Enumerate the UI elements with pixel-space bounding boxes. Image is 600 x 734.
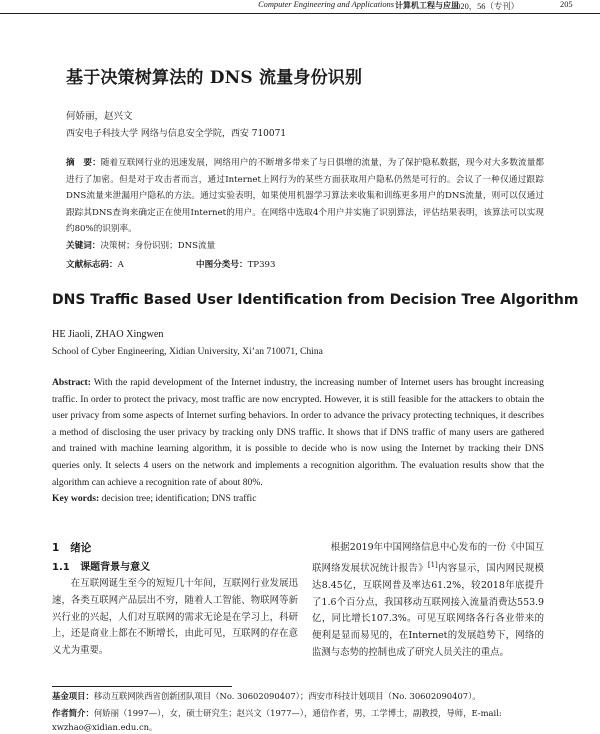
authors-en: HE Jiaoli, ZHAO Xingwen (52, 329, 164, 340)
body-right-column (312, 540, 544, 662)
keywords-cn-text: 决策树；身份识别；DNS流量 (100, 241, 216, 251)
keywords-cn (66, 239, 215, 251)
section-heading-1 (52, 540, 91, 555)
citation-ref: [1] (427, 560, 438, 569)
keywords-cn-label: 关键词： (66, 241, 101, 251)
page-number: 205 (560, 0, 573, 9)
funding-note (52, 690, 481, 702)
affiliation-en: School of Cyber Engineering, Xidian University, Xi’an 710071, China (52, 346, 323, 357)
abstract-en-label: Abstract: (52, 377, 91, 388)
keywords-en-label: Key words: (52, 493, 100, 504)
authors-cn: 何娇丽，赵兴文 (66, 111, 133, 122)
section-heading-1-1 (52, 558, 150, 573)
keywords-en-text: decision tree; identification; DNS traffic (101, 493, 257, 504)
body-paragraph-right (312, 540, 544, 662)
paper-title-cn: 基于决策树算法的 DNS 流量身份识别 (66, 68, 363, 88)
bio-label: 作者简介： (52, 708, 94, 718)
body-right-text-cont: 内容显示，国内网民规模达8.45亿，互联网普及率达61.2%，较2018年底提升了1.6个百分点，我国移动互联网接入流量消费达553.9亿，同比增长107.3%。可见互联网络各行各业带来的便利是显而易见的，在Internet的发展趋势下，网络的监测与态势的控制也成了研究人员关注的重点。 (312, 562, 544, 658)
funding-label: 基金项目： (52, 691, 94, 701)
body-right-text: 根据2019年中国网络信息中心发布的一份《中国互联网络发展状况统计报告》 (312, 542, 544, 574)
volume-info: 2020，56（专刊） (452, 2, 519, 11)
document-code-value: A (117, 260, 124, 270)
abstract-en-text: With the rapid development of the Internet industry, the increasing number of Internet users has brought increasing traffic. In order to protect the privacy, most traffic are now encrypted. However, it is still feasible for the attackers to obtain the user privacy from some aspects of Internet surfing behaviors. In order to advance the privacy protecting techniques, it describes a method of disclosing the user privacy by tracking only DNS traffic. It shows that if DNS traffic of many users are gathered and trained with machine learning algorithm, it is possible to decide who is now using the Internet by tracking their DNS queries only. It selects 4 users on the network and implements a recognition algorithm. The evaluation results show that the algorithm can achieve a recognition rate of about 80%. (52, 377, 544, 488)
funding-text: 移动互联网陕西省创新团队项目（No. 30602090407）；西安市科技计划项目（No. 30602090407）。 (93, 691, 481, 701)
abstract-cn-label: 摘 要： (66, 158, 101, 168)
abstract-cn (66, 155, 544, 238)
body-left-column (52, 576, 298, 660)
journal-name: Computer Engineering and Applications (258, 0, 394, 9)
section-1-title: 绪论 (70, 542, 92, 554)
class-number-value: TP393 (247, 260, 276, 270)
document-code-label: 文献标志码： (66, 260, 118, 270)
paper-title-en: DNS Traffic Based User Identification from Decision Tree Algorithm (52, 292, 579, 308)
journal-name-cn: 计算机工程与应用 (395, 1, 459, 10)
body-paragraph-left: 在互联网诞生至今的短短几十年间，互联网行业发展迅速，各类互联网产品层出不穷，随着人工智能、物联网等新兴行业的兴起，人们对互联网的需求无论是在学习上，科研上，还是商业上都在不断增长，由此可见，互联网的存在意义尤为重要。 (52, 578, 298, 657)
section-1-1-title: 课题背景与意义 (80, 562, 151, 573)
author-bio (52, 706, 546, 734)
affiliation-cn: 西安电子科技大学 网络与信息安全学院，西安 710071 (66, 129, 287, 139)
document-code (66, 258, 124, 270)
class-number-label: 中图分类号： (196, 260, 248, 270)
bio-text: 何娇丽（1997—），女，硕士研究生；赵兴文（1977—），通信作者，男，工学博士，副教授，导师，E-mail: xwzhao@xidian.edu.cn。 (52, 708, 502, 732)
running-header (0, 0, 600, 14)
abstract-en (52, 375, 544, 491)
section-1-number: 1 (52, 542, 60, 554)
section-1-1-number: 1.1 (52, 562, 70, 573)
class-number (196, 258, 276, 270)
footnote-divider (52, 686, 232, 687)
keywords-en (52, 493, 256, 504)
abstract-cn-text: 随着互联网行业的迅速发展，网络用户的不断增多带来了与日俱增的流量，为了保护隐私数据，现今对大多数流量都进行了加密。但是对于攻击者而言，通过Internet上网行为的某些方面获取用户隐私仍然是可行的。会议了一种仅通过跟踪DNS流量来泄漏用户隐私的方法。通过实验表明，如果使用机器学习算法来收集和训练更多用户的DNS流量，则可以仅通过跟踪其DNS查询来确定正在使用Internet的用户。在网络中选取4个用户并实施了识别算法，评估结果表明，该算法可以实现约80%的识别率。 (66, 158, 544, 234)
